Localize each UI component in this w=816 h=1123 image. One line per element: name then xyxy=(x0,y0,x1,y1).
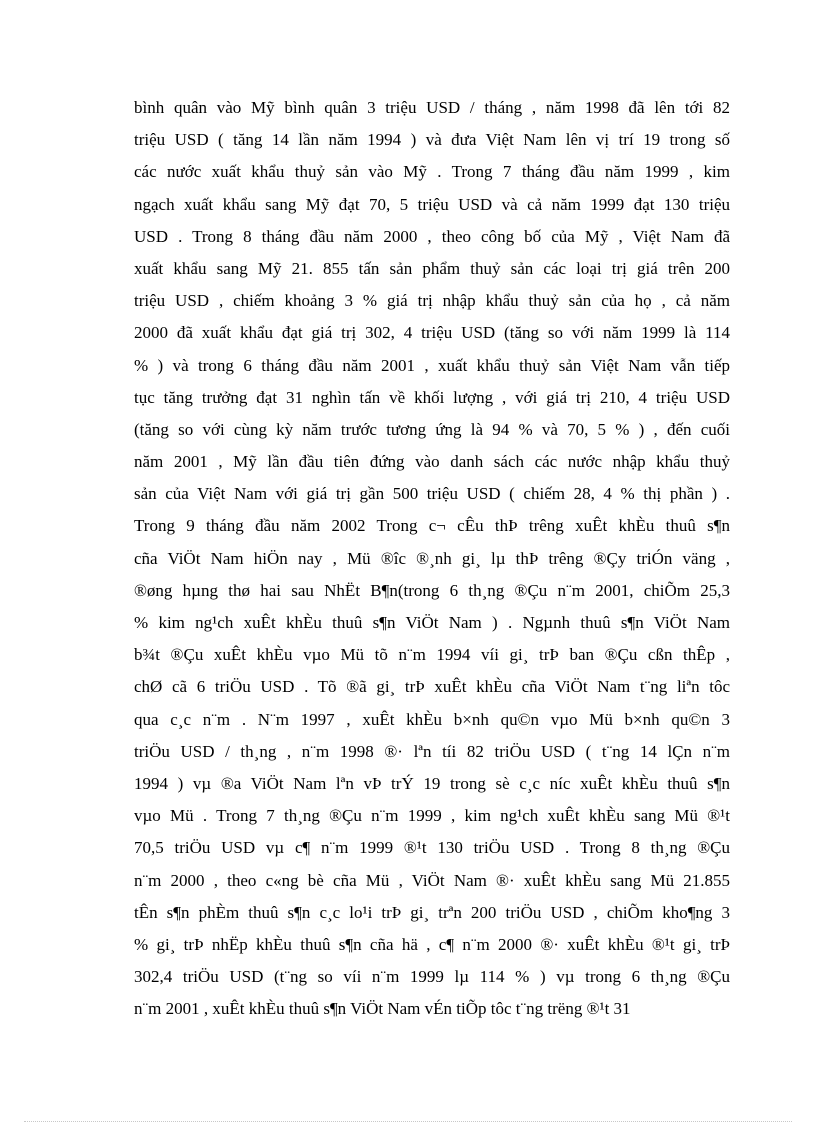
text-line-24: 70,5 triÖu USD vµ c¶ n¨m 1999 ®¹t 130 triÖu USD . Trong 8 th¸ng ®Çu xyxy=(134,838,730,858)
text-line-3: các nước xuất khẩu thuỷ sản vào Mỹ . Trong 7 tháng đầu năm 1999 , kim xyxy=(134,162,730,182)
text-line-20: qua c¸c n¨m . N¨m 1997 , xuÊt khÈu b×nh qu©n vµo Mü b×nh qu©n 3 xyxy=(134,709,730,729)
text-line-16: ®øng hµng thø hai sau NhËt B¶n(trong 6 th¸ng ®Çu n¨m 2001, chiÕm 25,3 xyxy=(134,580,730,600)
text-line-18: b¾t ®Çu xuÊt khÈu vµo Mü tõ n¨m 1994 víi gi¸ trÞ ban ®Çu cßn thÊp , xyxy=(134,645,730,665)
text-line-6: xuất khẩu sang Mỹ 21. 855 tấn sản phẩm thuỷ sản các loại trị giá trên 200 xyxy=(134,258,730,278)
text-line-23: vµo Mü . Trong 7 th¸ng ®Çu n¨m 1999 , kim ng¹ch xuÊt khÈu sang Mü ®¹t xyxy=(134,806,730,826)
text-line-2: triệu USD ( tăng 14 lần năm 1994 ) và đưa Việt Nam lên vị trí 19 trong số xyxy=(134,130,730,150)
text-line-26: tÊn s¶n phÈm thuû s¶n c¸c lo¹i trÞ gi¸ trªn 200 triÖu USD , chiÕm kho¶ng 3 xyxy=(134,902,730,922)
text-line-17: % kim ng¹ch xuÊt khÈu thuû s¶n ViÖt Nam ) . Ngµnh thuû s¶n ViÖt Nam xyxy=(134,613,730,632)
text-line-19: chØ cã 6 triÖu USD . Tõ ®ã gi¸ trÞ xuÊt khÈu cña ViÖt Nam t¨ng liªn tôc xyxy=(134,677,730,697)
text-line-5: USD . Trong 8 tháng đầu năm 2000 , theo công bố của Mỹ , Việt Nam đã xyxy=(134,226,730,246)
text-line-4: ngạch xuất khẩu sang Mỹ đạt 70, 5 triệu USD và cả năm 1999 đạt 130 triệu xyxy=(134,194,730,214)
text-line-7: triệu USD , chiếm khoảng 3 % giá trị nhập khẩu thuỷ sản của họ , cả năm xyxy=(134,291,730,311)
text-line-14: Trong 9 tháng đầu năm 2002 Trong c¬ cÊu thÞ trêng xuÊt khÈu thuû s¶n xyxy=(134,516,730,536)
document-body xyxy=(134,92,730,1025)
text-line-22: 1994 ) vµ ®a ViÖt Nam lªn vÞ trÝ 19 trong sè c¸c níc xuÊt khÈu thuû s¶n xyxy=(134,773,730,793)
text-line-11: (tăng so với cùng kỳ năm trước tương ứng là 94 % và 70, 5 % ) , đến cuối xyxy=(134,419,730,439)
text-line-12: năm 2001 , Mỹ lần đầu tiên đứng vào danh sách các nước nhập khẩu thuỷ xyxy=(134,452,730,472)
text-line-10: tục tăng trưởng đạt 31 nghìn tấn về khối lượng , với giá trị 210, 4 triệu USD xyxy=(134,387,730,407)
text-line-29: n¨m 2001 , xuÊt khÈu thuû s¶n ViÖt Nam vÉn tiÕp tôc t¨ng trëng ®¹t 31 xyxy=(134,999,631,1019)
text-line-25: n¨m 2000 , theo c«ng bè cña Mü , ViÖt Nam ®· xuÊt khÈu sang Mü 21.855 xyxy=(134,870,730,890)
text-line-8: 2000 đã xuất khẩu đạt giá trị 302, 4 triệu USD (tăng so với năm 1999 là 114 xyxy=(134,323,730,343)
page-bottom-edge xyxy=(24,1121,792,1122)
text-line-21: triÖu USD / th¸ng , n¨m 1998 ®· lªn tíi 82 triÖu USD ( t¨ng 14 lÇn n¨m xyxy=(134,741,730,761)
text-line-15: cña ViÖt Nam hiÖn nay , Mü ®îc ®¸nh gi¸ lµ thÞ trêng ®Çy triÓn väng , xyxy=(134,548,730,568)
text-line-13: sản của Việt Nam với giá trị gần 500 triệu USD ( chiếm 28, 4 % thị phần ) . xyxy=(134,484,730,504)
text-line-28: 302,4 triÖu USD (t¨ng so víi n¨m 1999 lµ 114 % ) vµ trong 6 th¸ng ®Çu xyxy=(134,967,730,987)
text-line-1: bình quân vào Mỹ bình quân 3 triệu USD / tháng , năm 1998 đã lên tới 82 xyxy=(134,98,730,117)
text-line-9: % ) và trong 6 tháng đầu năm 2001 , xuất khẩu thuỷ sản Việt Nam vẫn tiếp xyxy=(134,355,730,375)
text-line-27: % gi¸ trÞ nhËp khÈu thuû s¶n cña hä , c¶ n¨m 2000 ®· xuÊt khÈu ®¹t gi¸ trÞ xyxy=(134,934,730,954)
